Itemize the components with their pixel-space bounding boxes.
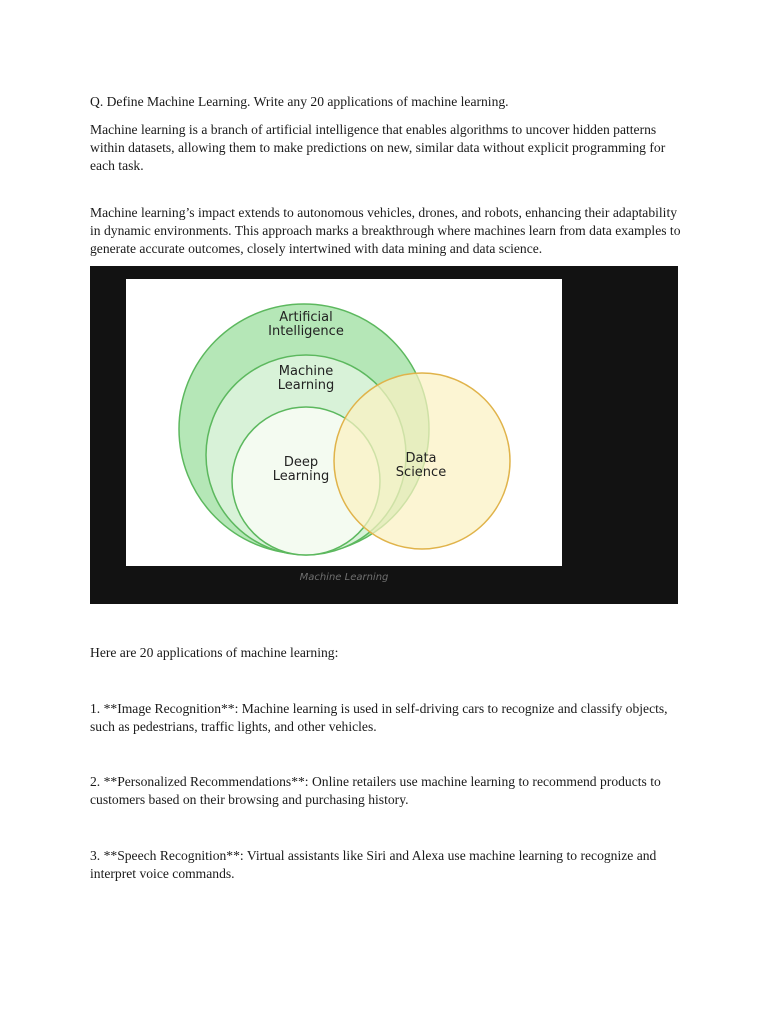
figure-caption: Machine Learning [299,572,389,583]
venn-diagram [126,279,562,566]
application-item: 3. **Speech Recognition**: Virtual assistants like Siri and Alexa use machine learning to recognize and interpret voice commands. [90,848,657,881]
ml-venn-figure [90,266,678,604]
impact-paragraph: Machine learning’s impact extends to autonomous vehicles, drones, and robots, enhancing their adaptability in dynamic environments. This approach marks a breakthrough where machines learn from data examples to generate accurate outcomes, closely intertwined with data mining and data science. [90,205,681,256]
ai-label-line2: Intelligence [268,324,344,339]
ml-label-line2: Learning [277,378,335,393]
ml-label-line1: Machine [278,364,334,379]
dl-label-line1: Deep [283,455,319,470]
ds-label-line1: Data [405,451,437,466]
application-item: 1. **Image Recognition**: Machine learning is used in self-driving cars to recognize and classify objects, such as pedestrians, traffic lights, and other vehicles. [90,701,668,734]
ai-label-line1: Artificial [279,310,333,325]
definition-paragraph: Machine learning is a branch of artificial intelligence that enables algorithms to uncover hidden patterns within datasets, allowing them to make predictions on new, similar data without explicit programming for each task. [90,122,666,173]
application-item: 2. **Personalized Recommendations**: Online retailers use machine learning to recommend products to customers based on their browsing and purchasing history. [90,774,661,807]
dl-label-line2: Learning [272,469,330,484]
venn-diagram-panel [126,279,562,566]
question-heading: Q. Define Machine Learning. Write any 20 applications of machine learning. [90,94,509,109]
applications-intro: Here are 20 applications of machine learning: [90,645,339,660]
ds-label-line2: Science [395,465,447,480]
